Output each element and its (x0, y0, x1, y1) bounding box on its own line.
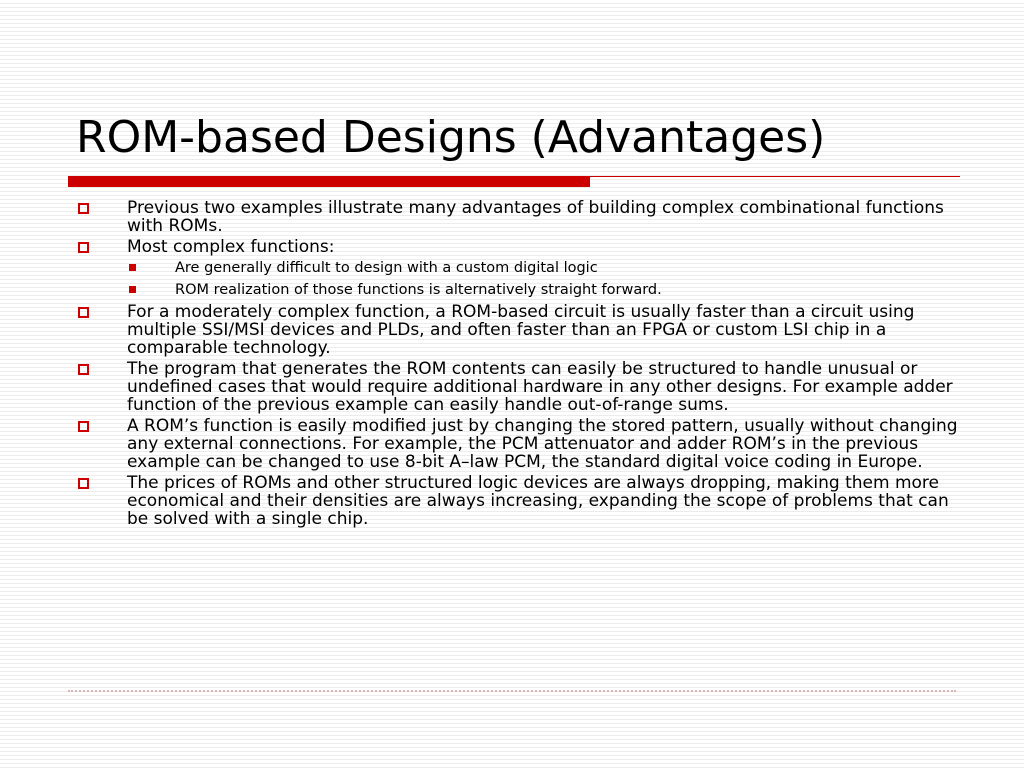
footer-divider (68, 690, 956, 692)
bullet-item (72, 238, 962, 256)
filled-square-bullet-icon (129, 286, 136, 293)
hollow-square-bullet-icon (78, 421, 89, 432)
sub-bullet-item (72, 259, 962, 277)
title-underline-thick (68, 176, 590, 187)
hollow-square-bullet-icon (78, 364, 89, 375)
hollow-square-bullet-icon (78, 203, 89, 214)
bullet-item (72, 360, 962, 414)
bullet-text: The prices of ROMs and other structured logic devices are always dropping, making them more economical and their densities are always increasing, expanding the scope of problems that can be solved with a single chip. (127, 473, 949, 529)
hollow-square-bullet-icon (78, 478, 89, 489)
filled-square-bullet-icon (129, 264, 136, 271)
bullet-text: The program that generates the ROM contents can easily be structured to handle unusual or undefined cases that would require additional hardware in any other designs. For example adder function of the previous example can easily handle out-of-range sums. (127, 359, 953, 415)
bullet-item (72, 474, 962, 528)
bullet-text: Most complex functions: (127, 237, 335, 257)
sub-bullet-text: ROM realization of those functions is alternatively straight forward. (175, 282, 662, 298)
bullet-item (72, 303, 962, 357)
slide-title: ROM-based Designs (Advantages) (76, 112, 826, 163)
title-underline-thin (590, 176, 960, 177)
sub-bullet-text: Are generally difficult to design with a custom digital logic (175, 260, 598, 276)
bullet-list (72, 199, 962, 531)
bullet-text: Previous two examples illustrate many advantages of building complex combinational functions with ROMs. (127, 198, 944, 236)
bullet-text: A ROM’s function is easily modified just by changing the stored pattern, usually without changing any external connections. For example, the PCM attenuator and adder ROM’s in the previous example can be changed to use 8-bit A–law PCM, the standard digital voice coding in Europe. (127, 416, 958, 472)
hollow-square-bullet-icon (78, 307, 89, 318)
bullet-text: For a moderately complex function, a ROM-based circuit is usually faster than a circuit using multiple SSI/MSI devices and PLDs, and often faster than an FPGA or custom LSI chip in a comparable technology. (127, 302, 915, 358)
bullet-item (72, 199, 962, 235)
hollow-square-bullet-icon (78, 242, 89, 253)
bullet-item (72, 417, 962, 471)
sub-bullet-item (72, 281, 962, 299)
